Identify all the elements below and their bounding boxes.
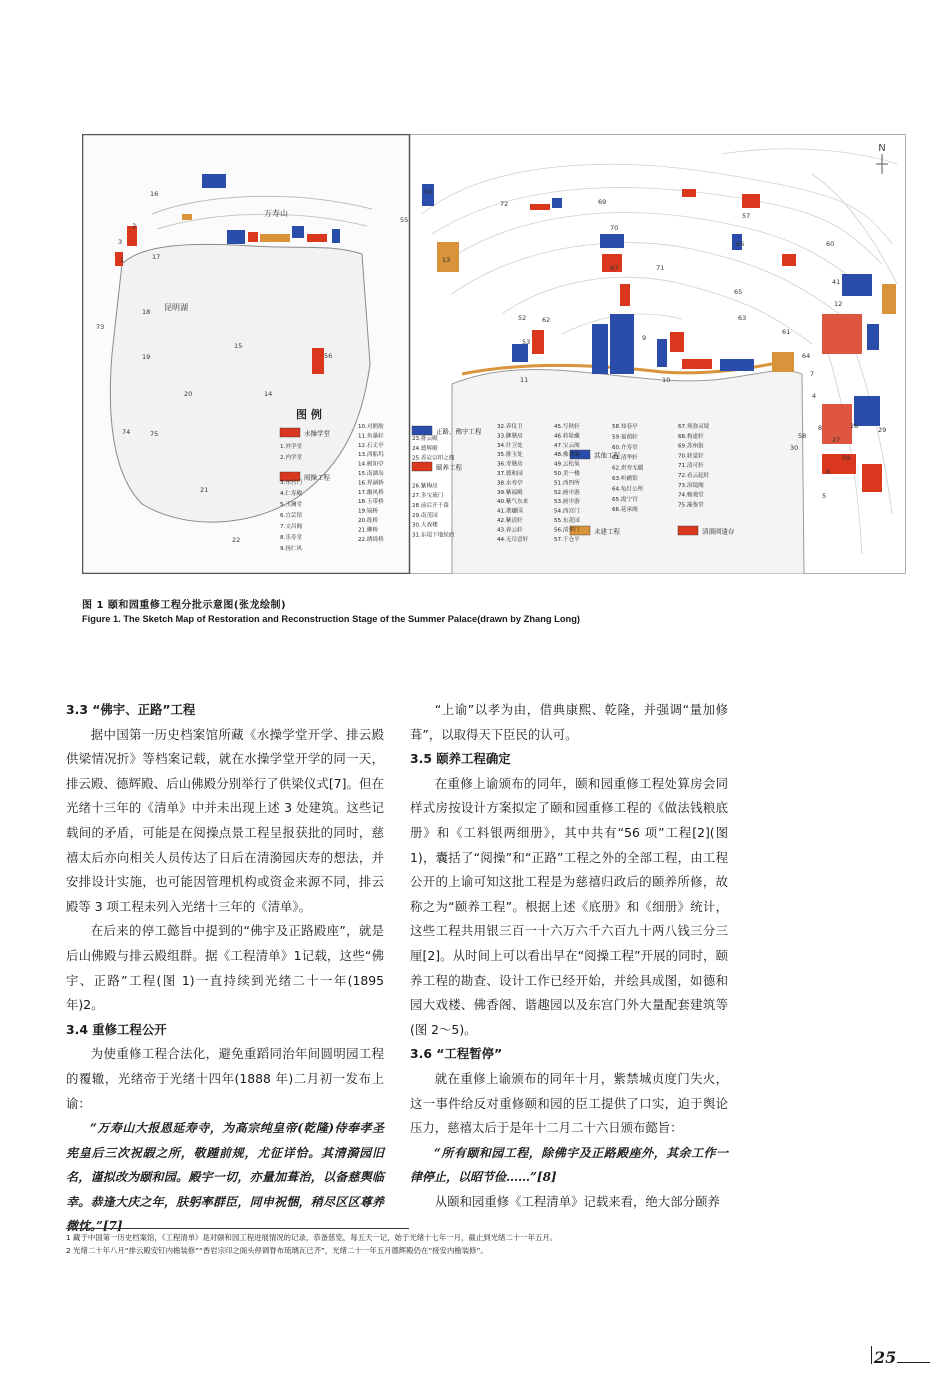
legend-swatch xyxy=(678,526,698,535)
paragraph: 在重修上谕颁布的同年，颐和园重修工程处算房会同样式房按设计方案拟定了颐和园重修工程的《做法钱粮底册》和《工料银两细册》，其中共有“56 项”工程[2](图 1)，囊括了“阅操”和“正路”工程之外的全部工程，由工程公开的上谕可知这批工程是为慈禧归政后的颐养所修，故称之为“颐养工程”。根据上述《底册》和《细册》统计，这些工程共用银三百一十六万六千六百九十两八钱三分三厘[2]。从时间上可以看出早在“阅操工程”开展的同时，颐养工程的勘查、设计工作已经开始，并绘具成图，如德和园大戏楼、佛香阁、谐趣园以及东宫门外大量配套建筑等(图 2～5)。 xyxy=(410,775,728,1037)
legend-entry: 15.南湖岛 xyxy=(358,471,384,477)
edict-quote: “万寿山大报恩延寿寺，为高宗纯皇帝(乾隆)侍奉孝圣宪皇后三次祝嘏之所，敬踵前规，尤征详恰。其清漪园旧名，谨拟改为颐和园。殿宇一切，亦量加葺治，以备慈舆临幸。恭逢大庆之年，肤躬率群臣，同申祝悃，稍尽区区尊养微忱。”[7] xyxy=(66,1121,384,1234)
map-number: 14 xyxy=(264,390,273,398)
legend-entry: 34.什卫处 xyxy=(497,442,523,449)
legend-entry: 64.龟灯公所 xyxy=(612,486,644,493)
legend-entry: 60.介寿堂 xyxy=(612,444,638,451)
map-number: 28 xyxy=(850,422,859,430)
legend-entry: 20.练桥 xyxy=(358,518,379,524)
map-number: 62 xyxy=(542,316,551,324)
legend-entry: 39.紫福殿 xyxy=(497,489,523,496)
legend-entry: 31.东堤下地侯府 xyxy=(412,532,455,539)
map-number: 73 xyxy=(96,323,105,331)
section-heading-3-3: 3.3 “佛宇、正路”工程 xyxy=(66,702,196,717)
legend-category-label: 阅操工程 xyxy=(304,473,330,482)
map-number: 8 xyxy=(818,424,823,432)
map-number: 3 xyxy=(118,238,123,246)
legend-entry: 41.谐趣园 xyxy=(497,508,523,515)
paragraph: “上谕”以孝为由，借典康熙、乾隆，并强调“量加修葺”，以取得天下臣民的认可。 xyxy=(410,702,728,742)
legend-entry: 66.花承阁 xyxy=(612,507,638,514)
map-number: 65 xyxy=(734,288,743,296)
legend-entry: 48.佛香阁 xyxy=(554,452,580,459)
legend-entry: 58.知春亭 xyxy=(612,424,638,430)
legend-entry: 61.清华轩 xyxy=(612,455,638,462)
legend-swatch xyxy=(280,428,300,437)
legend-entry: 65.霞宁宫 xyxy=(612,496,638,503)
legend-entry: 62.贵寿无疆 xyxy=(612,465,644,472)
legend-entry: 13.西船坞 xyxy=(358,452,384,459)
map-number: 1 xyxy=(120,256,125,264)
map-label-kunming: 昆明湖 xyxy=(164,303,188,312)
legend-entry: 68.构虚轩 xyxy=(678,433,704,440)
legend-entry: 25.香岩宗印之阁 xyxy=(412,455,455,462)
legend-entry: 67.须弥灵境 xyxy=(678,424,710,430)
legend-entry: 57.千仓平 xyxy=(554,536,580,543)
figure-caption-en: Figure 1. The Sketch Map of Restoration and Reconstruction Stage of the Summer Palace(drawn by Zhang Long) xyxy=(82,614,580,624)
map-number: 19 xyxy=(142,353,151,361)
map-number: 18 xyxy=(142,308,151,316)
map-number: 75 xyxy=(150,430,159,438)
map-number: 2 xyxy=(132,222,137,230)
right-column xyxy=(410,698,728,1214)
legend-entry: 19.镜桥 xyxy=(358,508,379,515)
legend-category-label: 清漪园遗存 xyxy=(702,527,735,536)
legend-entry: 35.排玉处 xyxy=(497,452,523,459)
legend-entry: 70.转觉轩 xyxy=(678,453,704,460)
map-number: 41 xyxy=(832,278,841,286)
map-number: 59 xyxy=(842,454,851,462)
paragraph: 在后来的停工懿旨中提到的“佛宇及正路殿座”，就是后山佛殿与排云殿组群。据《工程清单》1记载，这些“佛宇、正路”工程(图 1)一直持续到光绪二十一年(1895 年)2。 xyxy=(66,923,384,1013)
map-number: 58 xyxy=(798,432,807,440)
legend-entry: 3.东宫门 xyxy=(280,480,303,486)
map-number: 57 xyxy=(742,212,751,220)
legend-entry: 44.无尽意轩 xyxy=(497,536,529,543)
page-number-rule xyxy=(897,1362,930,1363)
legend-entry: 38.水寿亭 xyxy=(497,480,523,487)
map-number: 16 xyxy=(150,190,159,198)
map-number: 74 xyxy=(122,428,131,436)
legend-entry: 59.福荫轩 xyxy=(612,434,638,441)
map-number: 69 xyxy=(598,198,607,206)
paragraph: 从颐和园重修《工程清单》记载来看，绝大部分颐养 xyxy=(434,1193,720,1209)
legend-entry: 74.畅观堂 xyxy=(678,492,704,499)
legend-entry: 2.内学堂 xyxy=(280,455,303,461)
paragraph: 为使重修工程合法化，避免重蹈同治年间圆明园工程的覆辙，光绪帝于光绪十四年(1888 年)二月初一发布上谕： xyxy=(66,1046,384,1111)
legend-entry: 56.清华门 xyxy=(554,527,580,534)
legend-entry: 73.治镜阁 xyxy=(678,482,704,489)
legend-entry: 51.西四所 xyxy=(554,480,580,487)
legend-category-label: 其他工程 xyxy=(594,451,620,460)
map-number: 53 xyxy=(522,338,531,346)
legend-entry: 55.东花园 xyxy=(554,518,580,524)
legend-entry: 1.外学堂 xyxy=(280,444,303,450)
map-number: 63 xyxy=(738,314,747,322)
section-heading-3-5: 3.5 颐养工程确定 xyxy=(410,751,511,767)
left-column xyxy=(66,698,384,1239)
north-label: N xyxy=(878,143,886,154)
legend-entry: 12.石丈亭 xyxy=(358,442,384,449)
legend-entry: 69.苏州街 xyxy=(678,443,704,450)
legend-swatch xyxy=(412,462,432,471)
map-number: 7 xyxy=(810,370,815,378)
page-number-bar xyxy=(871,1346,872,1364)
map-number: 54 xyxy=(424,188,433,196)
map-number: 67 xyxy=(610,264,619,272)
legend-entry: 54.西宫门 xyxy=(554,508,580,515)
legend-entry: 30.大戏楼 xyxy=(412,522,438,529)
map-number: 15 xyxy=(234,342,243,350)
legend-entry: 26.紫梅房 xyxy=(412,483,438,490)
legend-entry: 29.南茂园 xyxy=(412,512,438,519)
map-number: 21 xyxy=(200,486,209,494)
map-number: 10 xyxy=(662,376,671,384)
legend-entry: 21.柳桥 xyxy=(358,527,379,534)
map-number: 60 xyxy=(826,240,835,248)
legend-entry: 53.画中游 xyxy=(554,499,580,506)
legend-entry: 47.宝云阁 xyxy=(554,442,580,449)
legend-entry: 10.对鸥舫 xyxy=(358,424,384,430)
page-number: 25 xyxy=(874,1348,897,1367)
map-number: 13 xyxy=(442,256,451,264)
legend-entry: 9.扬仁风 xyxy=(280,546,303,552)
map-number: 72 xyxy=(500,200,509,208)
summer-palace-map xyxy=(82,134,906,574)
legend-entry: 71.清可轩 xyxy=(678,463,704,470)
legend-entry: 28.前后开千幕 xyxy=(412,503,449,509)
legend-entry: 7.文昌阁 xyxy=(280,524,303,530)
footnote-2: 2 光绪二十年八月“排云殿安钉内檐装修”“香岩宗印之阁头停调脊布琉璃瓦已齐”，光绪二十一年五月德辉殿仍在“接安内檐装修”。 xyxy=(66,1246,488,1255)
figure-caption-cn: 图 1 颐和园重修工程分批示意图(张龙绘制) xyxy=(82,600,287,611)
legend-entry: 72.看云起时 xyxy=(678,473,710,479)
legend-entry: 50.美一楼 xyxy=(554,471,580,477)
map-number: 64 xyxy=(802,352,811,360)
legend-entry: 11.鱼藻轩 xyxy=(358,433,384,440)
map-number: 9 xyxy=(642,334,647,342)
paragraph: 就在重修上谕颁布的同年十月，紫禁城贞度门失火，这一事件给反对重修颐和园的臣工提供了口实，迫于舆论压力，慈禧太后于是年十二月二十六日颁布懿旨： xyxy=(410,1070,728,1136)
legend-entry: 8.乐寿堂 xyxy=(280,535,303,541)
legend-category-label: 正路、佛宇工程 xyxy=(436,427,482,436)
map-number: 70 xyxy=(610,224,619,232)
decree-quote: “所有颐和园工程，除佛宇及正路殿座外，其余工作一律停止，以昭节俭……”[8] xyxy=(410,1145,728,1185)
legend-entry: 37.德和园 xyxy=(497,471,523,477)
legend-entry: 33.御膳房 xyxy=(497,433,523,440)
map-number: 5 xyxy=(822,492,827,500)
footnote-1: 1 藏于中国第一历史档案馆，《工程清单》是对颐和园工程进展情况的记录，恭备慈览，每五天一记，始于光绪十七年一月，截止到光绪二十一年五月。 xyxy=(66,1233,558,1242)
map-number: 4 xyxy=(812,392,817,400)
legend-entry: 6.宜芸馆 xyxy=(280,513,303,519)
map-label-wanshou: 万寿山 xyxy=(264,209,288,218)
map-number: 61 xyxy=(782,328,791,336)
legend-entry: 24.德辉殿 xyxy=(412,445,438,452)
map-number: 20 xyxy=(184,390,193,398)
map-number: 55 xyxy=(400,216,409,224)
map-number: 66 xyxy=(736,240,745,248)
legend-entry: 16.界湖桥 xyxy=(358,480,384,487)
map-number: 11 xyxy=(520,376,529,384)
section-heading-3-6: 3.6 “工程暂停” xyxy=(410,1046,503,1062)
legend-entry: 17.幽风桥 xyxy=(358,489,384,496)
legend-entry: 75.藻鉴堂 xyxy=(678,502,704,509)
map-number: 52 xyxy=(518,314,527,322)
footnote-rule xyxy=(66,1228,409,1229)
legend-entry: 36.寿膳房 xyxy=(497,461,523,468)
legend-entry: 40.紫气东来 xyxy=(497,499,529,506)
legend-entry: 32.养仪卫 xyxy=(497,424,523,430)
map-number: 22 xyxy=(232,536,241,544)
map-number: 71 xyxy=(656,264,665,272)
map-number: 56 xyxy=(324,352,333,360)
legend-entry: 22.绣绮桥 xyxy=(358,536,384,543)
legend-entry: 23.排云殿 xyxy=(412,436,438,442)
map-number: 30 xyxy=(790,444,799,452)
legend-swatch xyxy=(412,426,432,435)
map-number: 29 xyxy=(878,426,887,434)
legend-entry: 14.树知亭 xyxy=(358,461,384,468)
legend-entry: 18.玉带桥 xyxy=(358,499,384,506)
map-number: 27 xyxy=(832,436,841,444)
legend-entry: 43.养云轩 xyxy=(497,527,523,534)
legend-entry: 42.紫清轩 xyxy=(497,518,523,524)
legend-entry: 46.转轮藏 xyxy=(554,433,580,440)
legend-entry: 27.多宝琉门 xyxy=(412,493,444,500)
legend-category-label: 水操学堂 xyxy=(304,429,330,438)
legend-entry: 52.画中游 xyxy=(554,489,580,496)
legend-entry: 4.仁寿殿 xyxy=(280,491,303,497)
legend-title: 图 例 xyxy=(296,408,322,421)
paragraph: 据中国第一历史档案馆所藏《水操学堂开学、排云殿供梁情况折》等档案记载，就在水操学堂开学的同一天，排云殿、德辉殿、后山佛殿分别举行了供梁仪式[7]。但在光绪十三年的《清单》中并未出现上述 3 处建筑。这些记载间的矛盾，可能是在阅操点景工程呈报获批的同时，慈禧太后亦向相关人员传达了日后在清漪园庆寿的想法，并安排设计实施，也可能因管理机构或资金来源不同，排云殿等 3 项工程未列入光绪十三年的《清单》。 xyxy=(66,726,384,914)
section-heading-3-4: 3.4 重修工程公开 xyxy=(66,1021,167,1037)
legend-entry: 63.听鹂馆 xyxy=(612,476,638,482)
legend-entry: 5.玉澜堂 xyxy=(280,502,303,508)
map-number: 12 xyxy=(834,300,843,308)
legend-category-label: 未建工程 xyxy=(594,527,620,536)
legend-entry: 45.写秋轩 xyxy=(554,424,580,430)
map-number: 17 xyxy=(152,253,161,261)
map-number: 6 xyxy=(826,468,831,476)
legend-category-label: 颐养工程 xyxy=(436,463,462,472)
legend-entry: 49.云松巢 xyxy=(554,461,580,468)
